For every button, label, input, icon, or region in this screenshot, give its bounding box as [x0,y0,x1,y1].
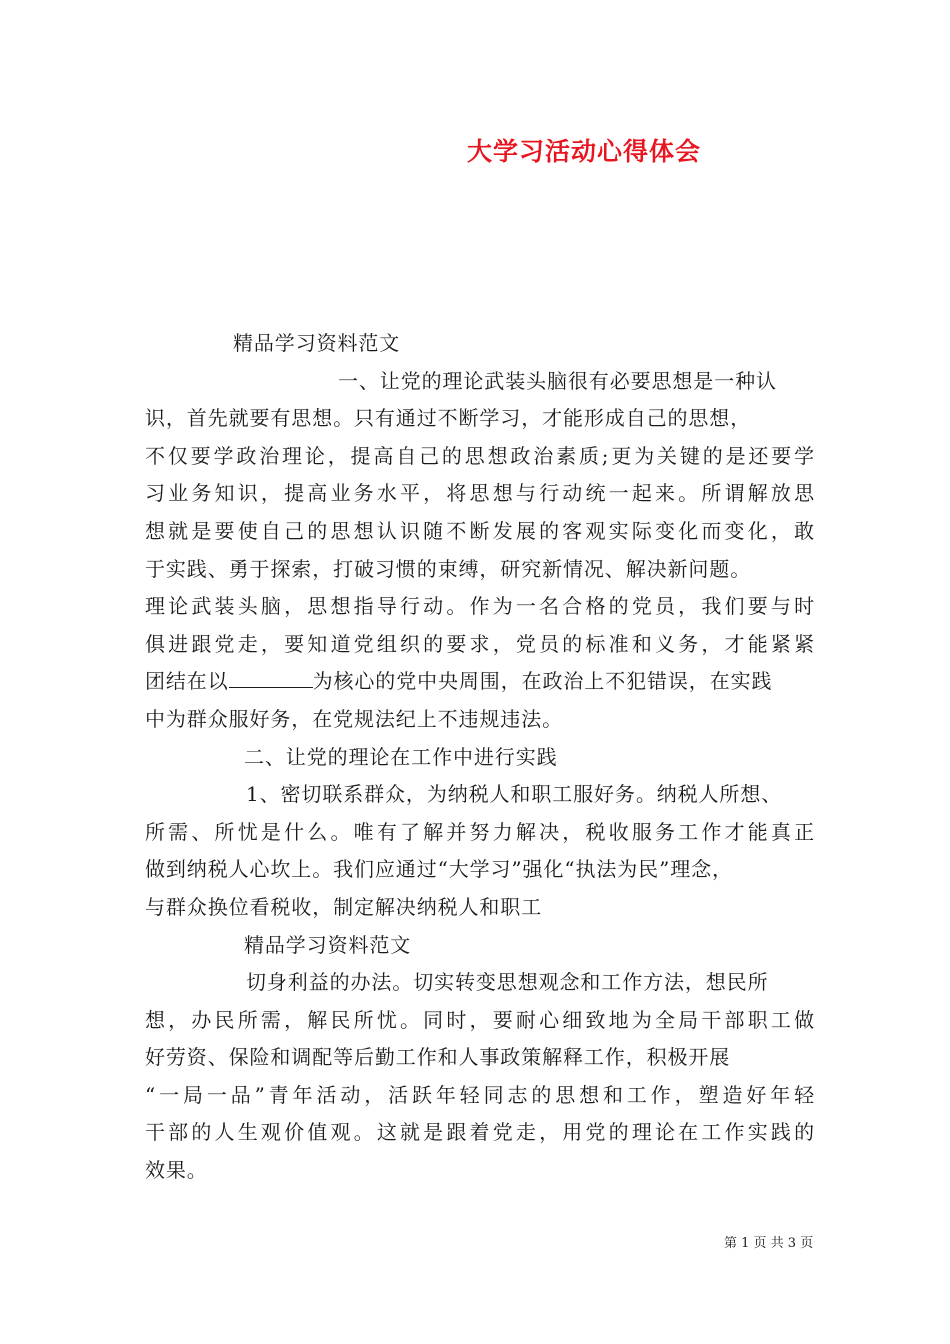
paragraph-line: 切身利益的办法。切实转变思想观念和工作方法，想民所 [246,970,769,995]
watermark-label: 精品学习资料范文 [244,932,412,957]
paragraph-line: 做到纳税人心坎上。我们应通过“大学习”强化“执法为民”理念， [145,857,733,882]
paragraph-text: 为核心的党中央周围，在政治上不犯错误，在实践 [312,669,773,694]
paragraph-line: 与群众换位看税收，制定解决纳税人和职工 [145,894,543,919]
paragraph-line: 识，首先就要有思想。只有通过不断学习，才能形成自己的思想， [145,406,752,431]
paragraph-line: 所需、所忧是什么。唯有了解并努力解决，税收服务工作才能真正 [145,819,815,844]
paragraph-line: 好劳资、保险和调配等后勤工作和人事政策解释工作，积极开展 [145,1045,731,1070]
paragraph-line: 理论武装头脑，思想指导行动。作为一名合格的党员，我们要与时 [145,594,815,619]
paragraph-line: 效果。 [145,1158,208,1183]
paragraph-line: 想，办民所需，解民所忧。同时，要耐心细致地为全局干部职工做 [145,1007,815,1032]
paragraph-line-with-blank [145,663,815,701]
document-body [145,325,815,1190]
paragraph-line: 不仅要学政治理论，提高自己的思想政治素质;更为关键的是还要学 [145,443,815,468]
paragraph-line: 中为群众服好务，在党规法纪上不违规违法。 [145,706,563,731]
paragraph-line: 1、密切联系群众，为纳税人和职工服好务。纳税人所想、 [246,782,783,807]
page-number-footer: 第 1 页 共 3 页 [724,1236,814,1251]
paragraph-line: 俱进跟党走，要知道党组织的要求，党员的标准和义务，才能紧紧 [145,631,815,656]
paragraph-text: 团结在以 [145,669,229,694]
paragraph-line: 于实践、勇于探索，打破习惯的束缚，研究新情况、解决新问题。 [145,556,752,581]
paragraph-line: “一局一品”青年活动，活跃年轻同志的思想和工作，塑造好年轻 [145,1082,815,1107]
paragraph-line: 想就是要使自己的思想认识随不断发展的客观实际变化而变化，敢 [145,518,815,543]
fill-in-blank [229,665,313,688]
watermark-label: 精品学习资料范文 [233,331,401,355]
document-title: 大学习活动心得体会 [466,137,701,166]
paragraph-line: 干部的人生观价值观。这就是跟着党走，用党的理论在工作实践的 [145,1120,815,1145]
paragraph-line: 一、让党的理论武装头脑很有必要思想是一种认 [338,368,777,393]
section-heading: 二、让党的理论在工作中进行实践 [244,744,558,769]
paragraph-line: 习业务知识，提高业务水平，将思想与行动统一起来。所谓解放思 [145,481,815,506]
